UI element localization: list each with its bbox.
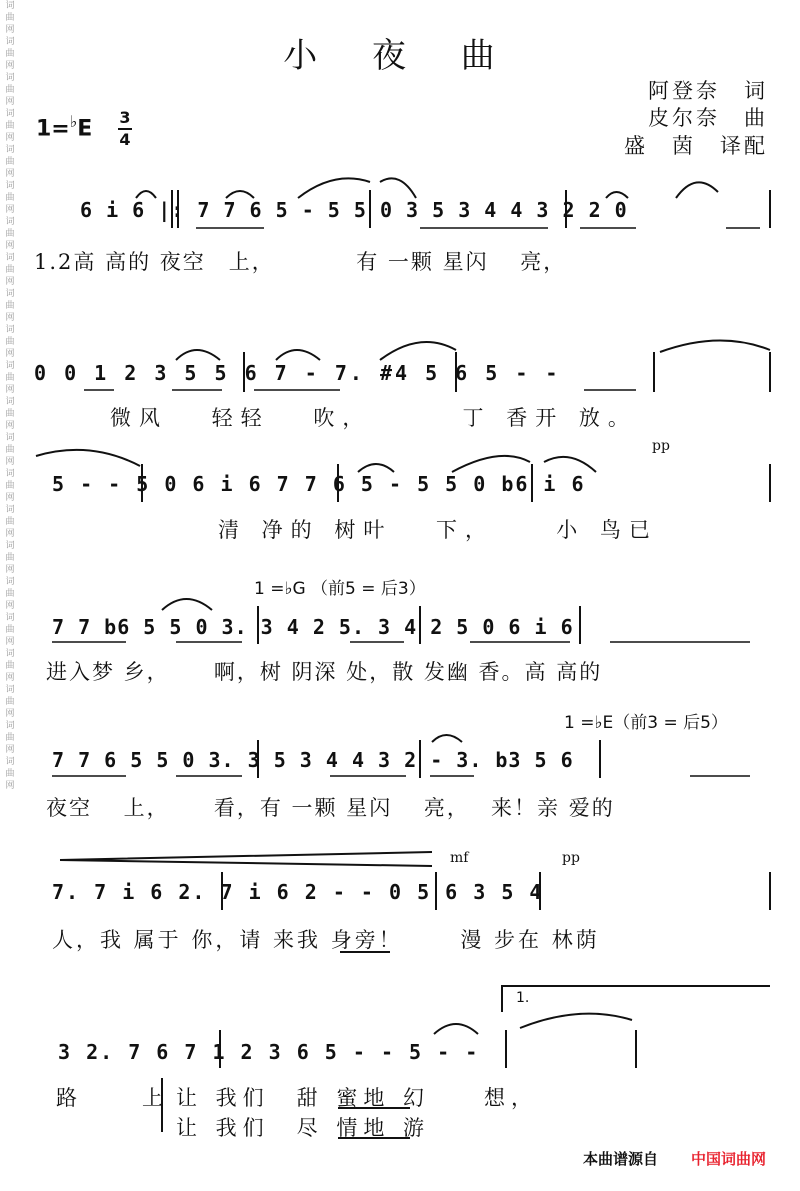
source-site-link[interactable]: 中国词曲网: [690, 1150, 766, 1168]
dynamic-pp-2: pp: [562, 850, 580, 866]
dynamic-mf: mf: [450, 850, 469, 866]
lyrics-line-7-verse-2: 让 我们 尽 情地 游: [176, 1116, 431, 1140]
translator-credit: 盛 茵 译配: [624, 134, 768, 158]
notes-line-5: 7 7 6 5 5 0 3. 3 5 3 4 4 3 2 - 3. b3 5 6: [52, 748, 574, 772]
dynamic-pp-1: pp: [652, 438, 670, 454]
lyricist-credit: 阿登奈 词: [648, 79, 768, 103]
key-change-1: 1 =♭G （前5 = 后3）: [254, 579, 426, 599]
lyrics-line-1: 1.2高 高的 夜空 上， 有 一颗 星闪 亮，: [34, 250, 567, 274]
key-change-2: 1 =♭E（前3 = 后5）: [564, 713, 728, 733]
notes-line-2: 0 0 1 2 3 5 5 6 7 - 7. #4 5 6 5 - -: [34, 361, 561, 385]
notes-line-7: 3 2. 7 6 7 1 2 3 6 5 - - 5 - -: [58, 1040, 480, 1064]
lyrics-line-7: 路 上: [56, 1086, 185, 1110]
volta-label: 1.: [516, 990, 530, 1006]
composer-credit: 皮尔奈 曲: [648, 106, 768, 130]
source-label: 本曲谱源自: [582, 1150, 658, 1168]
lyrics-line-2: 微风 轻轻 吹， 丁 香开 放。: [110, 406, 637, 430]
lyrics-line-5: 夜空 上， 看，有 一颗 星闪 亮， 来！亲 爱的: [46, 796, 615, 820]
lyrics-line-4: 进入梦 乡， 啊，树 阴深 处，散 发幽 香。高 高的: [46, 660, 603, 684]
time-signature: 3 4: [119, 108, 131, 149]
notes-line-3: 5 - - 5 0 6 i 6 7 7 6 5 - 5 5 0 b6 i 6: [52, 472, 586, 496]
side-watermark: 词曲网 词曲网 词曲网 词曲网 词曲网 词曲网 词曲网 词曲网 词曲网 词曲网 词曲网 词曲网 词曲网 词曲网 词曲网 词曲网 词曲网 词曲网 词曲网 词曲网 词曲网 词曲网: [5, 1, 15, 791]
lyrics-line-7-verse-1: 让 我们 甜 蜜地 幻 想，: [176, 1086, 539, 1110]
page-title: 小 夜 曲: [283, 36, 517, 76]
key-signature: 1=♭E: [36, 112, 93, 142]
lyrics-line-3: 清 净的 树叶 下， 小 鸟已: [218, 518, 658, 542]
notes-line-4: 7 7 b6 5 5 0 3. 3 4 2 5. 3 4 2 5 0 6 i 6: [52, 615, 574, 639]
lyrics-line-6: 人，我 属于 你，请 来我 身旁！ 漫 步在 林荫: [52, 928, 600, 952]
notes-line-6: 7. 7 i 6 2. 7 i 6 2 - - 0 5 6 3 5 4: [52, 880, 544, 904]
notes-line-1: 6 i 6 |: 7 7 6 5 - 5 5 0 3 5 3 4 4 3 2 2 0: [80, 198, 628, 222]
